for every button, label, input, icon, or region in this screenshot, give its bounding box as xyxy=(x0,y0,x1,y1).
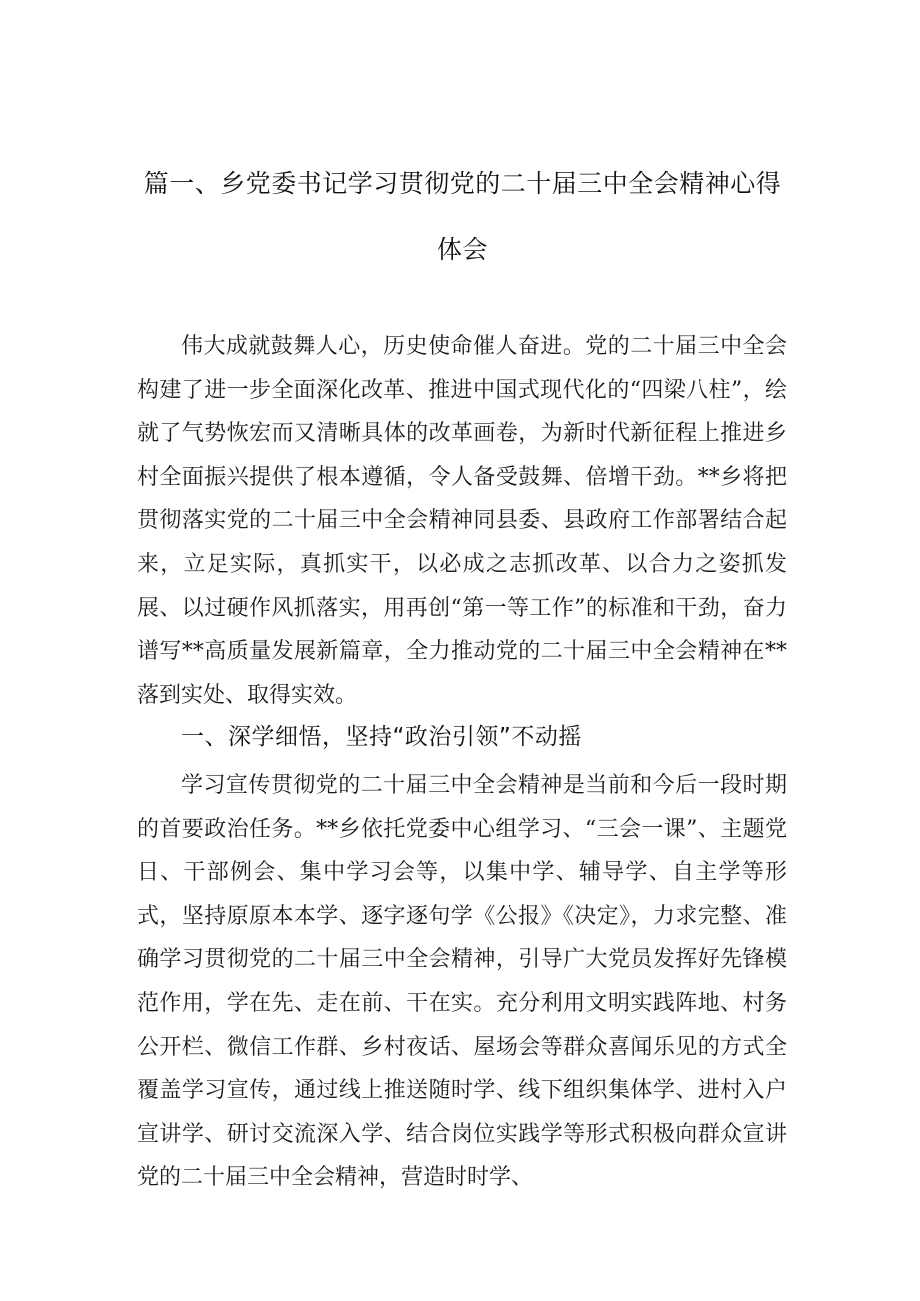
paragraph-section-1: 学习宣传贯彻党的二十届三中全会精神是当前和今后一段时期的首要政治任务。**乡依托党委中心组学习、“三会一课”、主题党日、干部例会、集中学习会等，以集中学、辅导学、自主学等形式，坚持原原本本学、逐字逐句学《公报》《决定》，力求完整、准确学习贯彻党的二十届三中全会精神，引导广大党员发挥好先锋模范作用，学在先、走在前、干在实。充分利用文明实践阵地、村务公开栏、微信工作群、乡村夜话、屋场会等群众喜闻乐见的方式全覆盖学习宣传，通过线上推送随时学、线下组织集体学、进村入户宣讲学、研讨交流深入学、结合岗位实践学等形式积极向群众宣讲党的二十届三中全会精神，营造时时学、 xyxy=(137,773,787,1191)
document-title-line1: 篇一、乡党委书记学习贯彻党的二十届三中全会精神心得 xyxy=(143,169,782,198)
section-heading-1: 一、深学细悟，坚持“政治引领”不动摇 xyxy=(181,724,582,750)
paragraph-intro: 伟大成就鼓舞人心，历史使命催人奋进。党的二十届三中全会构建了进一步全面深化改革、推进中国式现代化的“四梁八柱”，绘就了气势恢宏而又清晰具体的改革画卷，为新时代新征程上推进乡村全面振兴提供了根本遵循，令人备受鼓舞、倍增干劲。**乡将把贯彻落实党的二十届三中全会精神同县委、县政府工作部署结合起来，立足实际，真抓实干，以必成之志抓改革、以合力之姿抓发展、以过硬作风抓落实，用再创“第一等工作”的标准和干劲，奋力谱写**高质量发展新篇章，全力推动党的二十届三中全会精神在**落到实处、取得实效。 xyxy=(137,334,787,708)
document-title-line2: 体会 xyxy=(436,235,488,264)
